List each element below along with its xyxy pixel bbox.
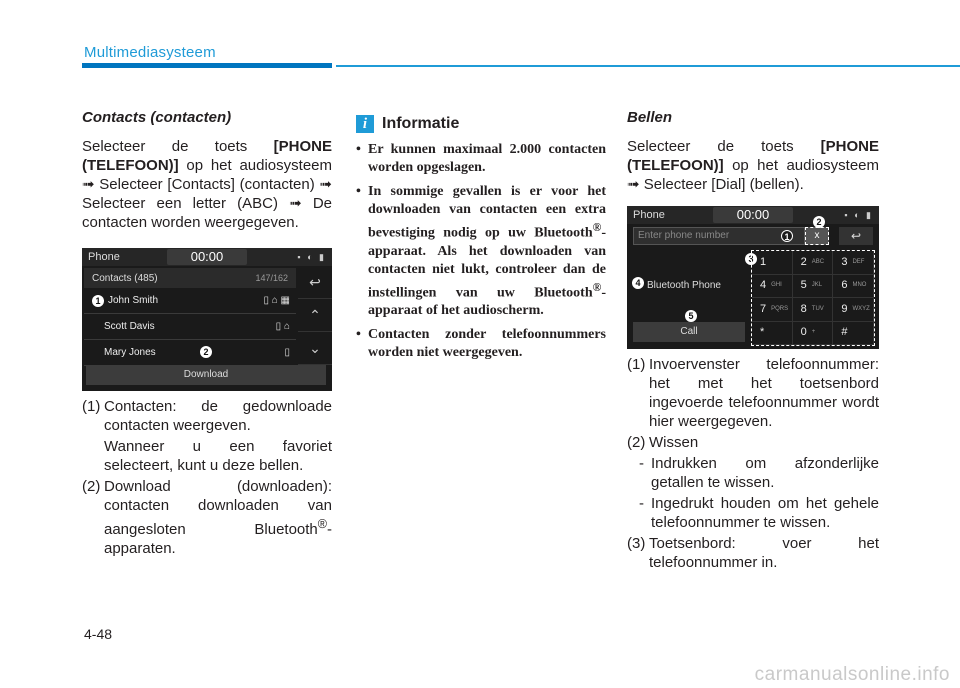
keypad-digit: 3 [841,255,848,268]
keypad-digit: 1 [760,255,767,268]
callout-badge-4: 4 [632,277,644,289]
callout-badge-1: 1 [781,230,793,242]
info-bullet-text: Er kunnen maximaal 2.000 contacten worden opgeslagen. [368,142,606,175]
list-item-text: Contacten: de gedownloade contacten weergeven. [104,398,332,434]
dial-intro: Selecteer de toets [PHONE (TELEFOON)] op het audiosysteem ➟ Selecteer [Dial] (bellen). [627,138,879,193]
list-item-text: Invoervenster telefoonnummer: het met het toetsenbord ingevoerde telefoonnummer wordt hier weergegeven. [649,356,879,430]
sub-list-item-text: Ingedrukt houden om het gehele telefoonnummer te wissen. [651,495,879,531]
dial-screen-image [627,206,879,349]
list-item-text: Toetsenbord: voer het telefoonnummer in. [649,535,879,571]
screen-phone-label: Phone [88,250,120,263]
contacts-side-controls [298,266,332,366]
status-icons: ▪ ◐ ▮ [844,209,873,220]
keypad-digit: 8 [800,302,807,315]
list-item-number: (1) [82,398,101,415]
contacts-list-count: 147/162 [255,272,288,283]
contact-row[interactable] [84,314,296,340]
keypad-key[interactable] [833,251,874,275]
contacts-section-title: Contacts (contacten) [82,109,232,126]
info-bullet: • Er kunnen maximaal 2.000 contacten worden opgeslagen. [356,142,606,175]
header-rule-dark [82,63,332,68]
dial-numbered-list [627,355,879,572]
dial-section-title: Bellen [627,109,673,126]
header-rule-light [336,65,960,67]
callout-badge-2: 2 [200,346,212,358]
watermark-text: carmanualsonline.info [754,664,950,685]
phone-number-input[interactable]: Enter phone number [633,227,805,245]
keypad-letters: ABC [811,258,825,265]
contacts-column [82,108,332,560]
callout-badge-5: 5 [685,310,697,322]
list-item-number: (3) [627,535,646,552]
contacts-screen-topbar [82,248,332,266]
keypad-key[interactable] [833,322,874,346]
keypad-digit: 7 [760,302,767,315]
call-button[interactable]: Call [633,322,745,342]
list-item-text: Wissen [649,434,699,451]
keypad-digit: 5 [800,279,807,292]
download-button[interactable]: Download [86,365,326,385]
page-number: 4-48 [84,626,113,642]
list-item-text: Download (downloaden): contacten downloaden van aangesloten Bluetooth®-apparaten. [104,478,332,557]
info-bullet-list [356,141,606,362]
info-title: Informatie [382,115,460,132]
keypad-letters: TUV [811,305,824,312]
dial-screen-topbar [627,206,879,224]
list-item [627,534,879,572]
dial-column [627,108,879,574]
keypad-digit: * [760,326,765,339]
contacts-list-header [84,268,296,288]
keypad-key[interactable] [752,322,793,346]
contacts-intro: Selecteer de toets [PHONE (TELEFOON)] op het audiosysteem ➟ Selecteer [Contacts] (contacten) ➟ Selecteer een letter (ABC) ➟ De contacten worden weergegeven. [82,138,332,231]
keypad-key[interactable] [793,322,834,346]
screen-clock: 00:00 [167,249,247,265]
list-item-number: (2) [627,434,646,451]
info-bullet-text: Contacten zonder telefoonnummers worden niet weergegeven. [368,327,606,361]
keypad-letters: DEF [852,258,865,265]
contact-name: Scott Davis [104,321,155,332]
screen-clock: 00:00 [713,207,793,223]
keypad-letters: MNO [852,282,867,289]
keypad-letters: GHI [771,282,782,289]
keypad-key[interactable] [793,275,834,299]
info-bullet: • Contacten zonder telefoonnummers worden niet weergegeven. [356,327,606,361]
sub-list-item: - Indrukken om afzonderlijke getallen te wissen. [639,455,879,491]
dial-keypad [751,250,875,346]
callout-badge-2: 2 [813,216,825,228]
sub-list-item: - Ingedrukt houden om het gehele telefoonnummer te wissen. [639,495,879,531]
info-column [356,114,606,368]
keypad-letters: + [811,329,816,336]
contact-name: Mary Jones [104,347,156,358]
contact-row[interactable] [84,288,296,314]
keypad-key[interactable] [752,298,793,322]
scroll-up-icon[interactable]: ⌃ [298,299,332,332]
keypad-digit: 6 [841,279,848,292]
keypad-key[interactable] [793,298,834,322]
sub-list-item-text: Indrukken om afzonderlijke getallen te wissen. [651,455,879,491]
info-bullet: • In sommige gevallen is er voor het downloaden van contacten een extra bevestiging nodig op uw Bluetooth®-apparaat. Als het downloaden van contacten niet lukt, controleer dan de instellingen van uw Bluetooth®-apparaat of het audioscherm. [356,184,606,319]
status-icons: ▪ ◐ ▮ [297,251,326,262]
scroll-down-icon[interactable]: ⌄ [298,332,332,365]
contacts-screen-image [82,248,332,391]
contacts-numbered-list [82,397,332,558]
screen-phone-label: Phone [633,208,665,221]
callout-badge-3: 3 [745,253,757,265]
clear-button[interactable]: x [805,227,829,245]
info-icon: i [356,115,374,133]
contact-type-icons: ▯ [284,347,290,358]
back-arrow-icon[interactable]: ↩ [839,227,873,245]
keypad-key[interactable] [752,251,793,275]
info-bullet-text: In sommige gevallen is er voor het downloaden van contacten een extra bevestiging nodig op uw Bluetooth®-apparaat. Als het downloaden van contacten niet lukt, controleer dan de instellingen van uw Bluetooth®-apparaat of het audioscherm. [368,184,606,319]
keypad-key[interactable] [793,251,834,275]
contact-type-icons: ▯ ⌂ [275,321,290,332]
contact-name: John Smith [108,295,159,306]
contacts-list-title: Contacts (485) [92,272,158,284]
contact-type-icons: ▯ ⌂ ▦ [263,295,290,306]
keypad-digit: 4 [760,279,767,292]
list-item [627,355,879,431]
list-item [82,397,332,435]
contact-row[interactable] [84,340,296,366]
info-header [356,114,606,133]
list-item-note: Wanneer u een favoriet selecteert, kunt u deze bellen. [104,438,332,474]
list-item [627,433,879,452]
keypad-key[interactable] [752,275,793,299]
callout-badge-1: 1 [92,295,104,307]
list-item-number: (1) [627,356,646,373]
keypad-digit: 0 [800,326,807,339]
keypad-digit: 9 [841,302,848,315]
keypad-letters: JKL [811,282,823,289]
keypad-key[interactable] [833,275,874,299]
keypad-letters: PQRS [771,305,789,312]
keypad-key[interactable] [833,298,874,322]
section-header-title: Multimediasysteem [84,44,216,61]
keypad-digit: 2 [800,255,807,268]
keypad-letters: WXYZ [852,305,870,312]
bluetooth-phone-label: Bluetooth Phone [647,280,721,291]
list-item-number: (2) [82,478,101,495]
back-arrow-icon[interactable]: ↩ [298,266,332,299]
list-item [82,477,332,558]
keypad-digit: # [841,326,848,339]
